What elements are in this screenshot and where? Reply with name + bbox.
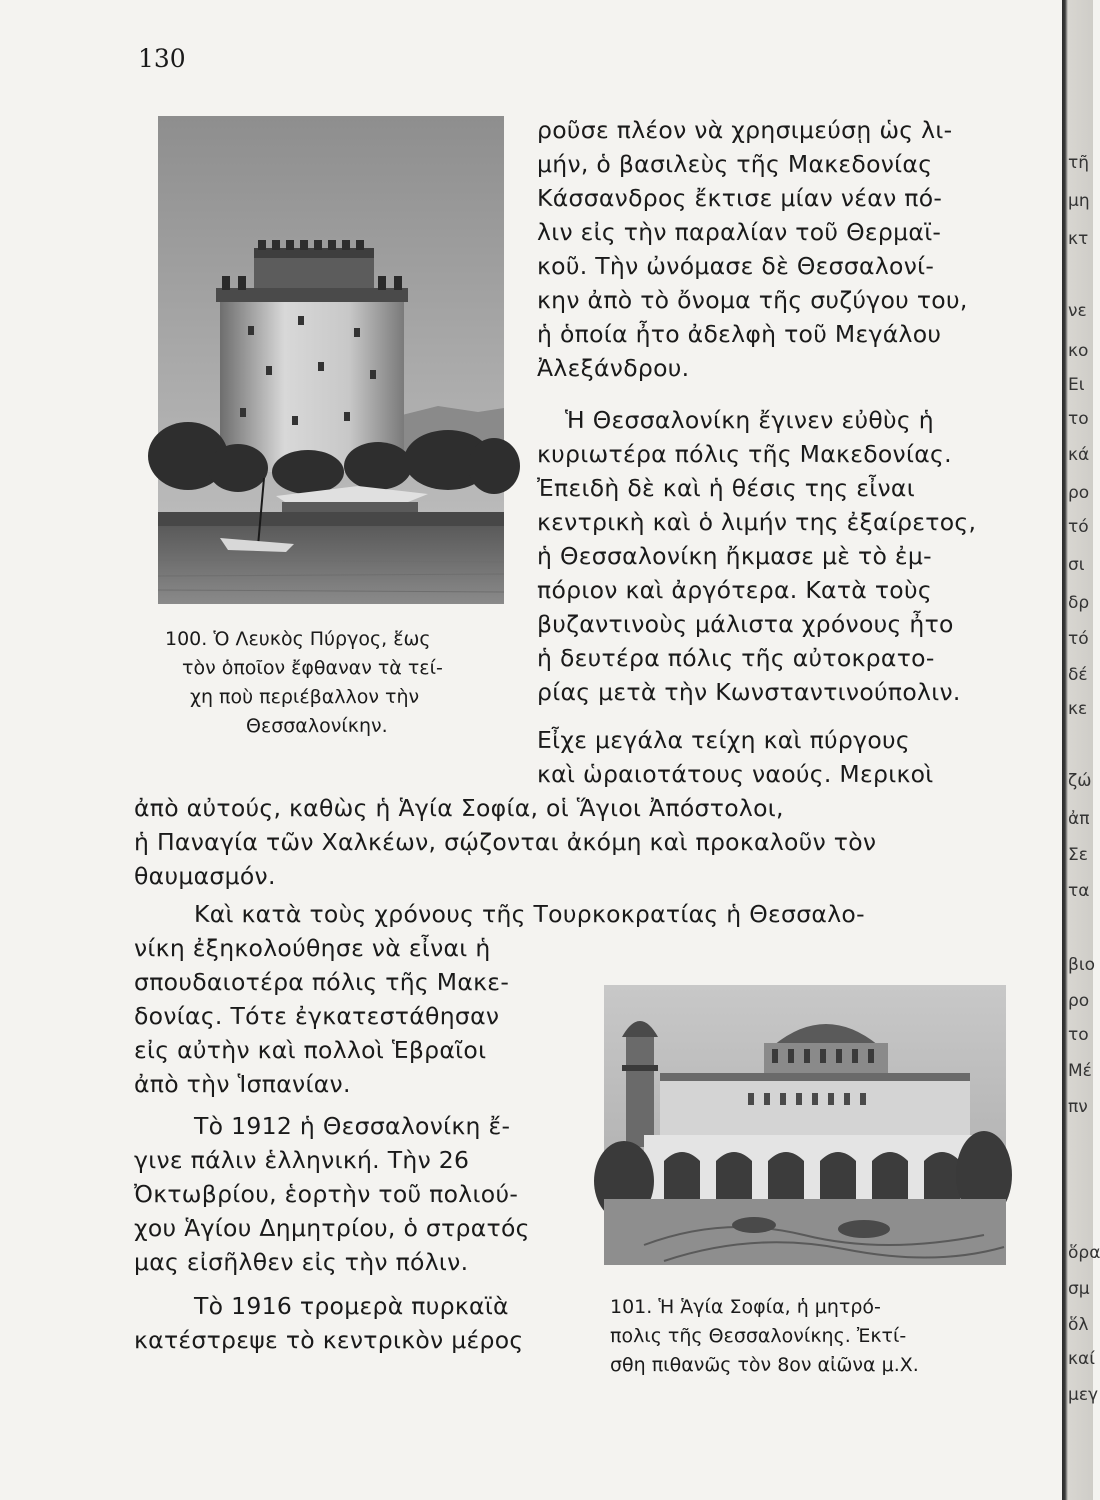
text-line: καὶ ὡραιοτάτους ναούς. Μερικοὶ (537, 760, 934, 788)
caption-line: 101. Ἡ Ἁγία Σοφία, ἡ μητρό- (610, 1296, 881, 1318)
text-line: νίκη ἐξηκολούθησε νὰ εἶναι ἡ (134, 934, 491, 962)
text-line: ἡ Θεσσαλονίκη ἤκμασε μὲ τὸ ἐμ- (537, 542, 932, 570)
text-line: εἰς αὐτὴν καὶ πολλοὶ Ἑβραῖοι (134, 1036, 487, 1064)
text-line: κατέστρεψε τὸ κεντρικὸν μέρος (134, 1326, 524, 1354)
text-line: Ἀλεξάνδρου. (537, 354, 690, 382)
edge-fragment: ζώ (1068, 771, 1092, 791)
edge-fragment: μεγ (1068, 1385, 1099, 1405)
edge-fragment: δέ (1068, 665, 1088, 685)
text-line: Ὀκτωβρίου, ἑορτὴν τοῦ πολιού- (134, 1180, 519, 1208)
text-line: χου Ἁγίου Δημητρίου, ὁ στρατός (134, 1214, 530, 1242)
text-line: ροῦσε πλέον νὰ χρησιμεύσῃ ὡς λι- (537, 116, 953, 144)
caption-line: Θεσσαλονίκην. (246, 715, 388, 737)
edge-fragment: μη (1068, 191, 1090, 211)
edge-fragment: κά (1068, 445, 1090, 465)
edge-fragment: ρο (1068, 991, 1090, 1011)
text-line: σπουδαιοτέρα πόλις τῆς Μακε- (134, 968, 510, 996)
text-line: λιν εἰς τὴν παραλίαν τοῦ Θερμαϊ- (537, 218, 942, 246)
text-line: ρίας μετὰ τὴν Κωνσταντινούπολιν. (537, 678, 961, 706)
text-line: Καὶ κατὰ τοὺς χρόνους τῆς Τουρκοκρατίας ἡ Θεσσαλο- (194, 900, 865, 928)
edge-fragment: το (1068, 409, 1089, 429)
edge-fragment: ρο (1068, 483, 1090, 503)
edge-fragment: βιο (1068, 955, 1096, 975)
edge-fragment: τῆ (1068, 153, 1090, 173)
edge-fragment: ὅλ (1068, 1315, 1089, 1335)
text-line: Ἐπειδὴ δὲ καὶ ἡ θέσις της εἶναι (537, 474, 915, 502)
text-line: ἀπὸ αὐτούς, καθὼς ἡ Ἁγία Σοφία, οἱ Ἅγιοι Ἀπόστολοι, (134, 794, 784, 822)
caption-line: σθη πιθανῶς τὸν 8ον αἰῶνα μ.Χ. (610, 1354, 919, 1376)
next-page-edge (1062, 0, 1100, 1500)
text-line: μήν, ὁ βασιλεὺς τῆς Μακεδονίας (537, 150, 933, 178)
text-line: θαυμασμόν. (134, 862, 276, 890)
text-line: κεντρικὴ καὶ ὁ λιμήν της ἐξαίρετος, (537, 508, 977, 536)
edge-fragment: κο (1068, 341, 1089, 361)
text-line: δονίας. Τότε ἐγκατεστάθησαν (134, 1002, 500, 1030)
caption-line: τὸν ὁποῖον ἔφθαναν τὰ τεί- (182, 657, 443, 679)
text-line: Κάσσανδρος ἔκτισε μίαν νέαν πό- (537, 184, 943, 212)
text-line: ἡ δευτέρα πόλις τῆς αὐτοκρατο- (537, 644, 935, 672)
edge-fragment: τό (1068, 517, 1089, 537)
text-line: πόριον καὶ ἀργότερα. Κατὰ τοὺς (537, 576, 932, 604)
text-line: ἡ ὁποία ἦτο ἀδελφὴ τοῦ Μεγάλου (537, 320, 942, 348)
edge-fragment: ὅρα (1068, 1243, 1100, 1263)
hagia-sophia-photo (604, 985, 1006, 1265)
edge-fragment: Μέ (1068, 1061, 1092, 1081)
text-line: βυζαντινοὺς μάλιστα χρόνους ἦτο (537, 610, 954, 638)
text-line: μας εἰσῆλθεν εἰς τὴν πόλιν. (134, 1248, 469, 1276)
edge-fragment: σμ (1068, 1279, 1090, 1299)
hagia-sophia-illustration (604, 985, 1006, 1265)
caption-line: πολις τῆς Θεσσαλονίκης. Ἐκτί- (610, 1325, 907, 1347)
edge-fragment: κτ (1068, 229, 1089, 249)
white-tower-illustration (158, 116, 504, 604)
edge-fragment: τό (1068, 629, 1089, 649)
edge-fragment: κε (1068, 699, 1088, 719)
text-line: κυριωτέρα πόλις τῆς Μακεδονίας. (537, 440, 952, 468)
white-tower-photo (158, 116, 504, 604)
edge-fragment: το (1068, 1025, 1089, 1045)
text-line: γινε πάλιν ἑλληνική. Τὴν 26 (134, 1146, 470, 1174)
text-line: κοῦ. Τὴν ὠνόμασε δὲ Θεσσαλονί- (537, 252, 935, 280)
edge-fragment: ἀπ (1068, 809, 1090, 829)
text-line: Εἶχε μεγάλα τείχη καὶ πύργους (537, 726, 911, 754)
edge-fragment: τα (1068, 881, 1090, 901)
text-line: Τὸ 1916 τρομερὰ πυρκαϊὰ (194, 1292, 509, 1320)
caption-line: χη ποὺ περιέβαλλον τὴν (190, 686, 420, 708)
text-line: κην ἀπὸ τὸ ὄνομα τῆς συζύγου του, (537, 286, 968, 314)
caption-line: 100. Ὁ Λευκὸς Πύργος, ἕως (165, 628, 431, 650)
text-line: ἀπὸ τὴν Ἱσπανίαν. (134, 1070, 351, 1098)
text-line: Ἡ Θεσσαλονίκη ἔγινεν εὐθὺς ἡ (565, 406, 934, 434)
text-line: ἡ Παναγία τῶν Χαλκέων, σῴζονται ἀκόμη καὶ προκαλοῦν τὸν (134, 828, 877, 856)
edge-fragment: νε (1068, 301, 1087, 321)
edge-fragment: σι (1068, 555, 1085, 575)
edge-fragment: Σε (1068, 845, 1088, 865)
edge-fragment: καί (1068, 1349, 1095, 1369)
edge-fragment: Ει (1068, 375, 1085, 395)
page-number: 130 (138, 44, 186, 73)
edge-fragment: πν (1068, 1097, 1088, 1117)
edge-fragment: δρ (1068, 593, 1090, 613)
text-line: Τὸ 1912 ἡ Θεσσαλονίκη ἔ- (194, 1112, 511, 1140)
